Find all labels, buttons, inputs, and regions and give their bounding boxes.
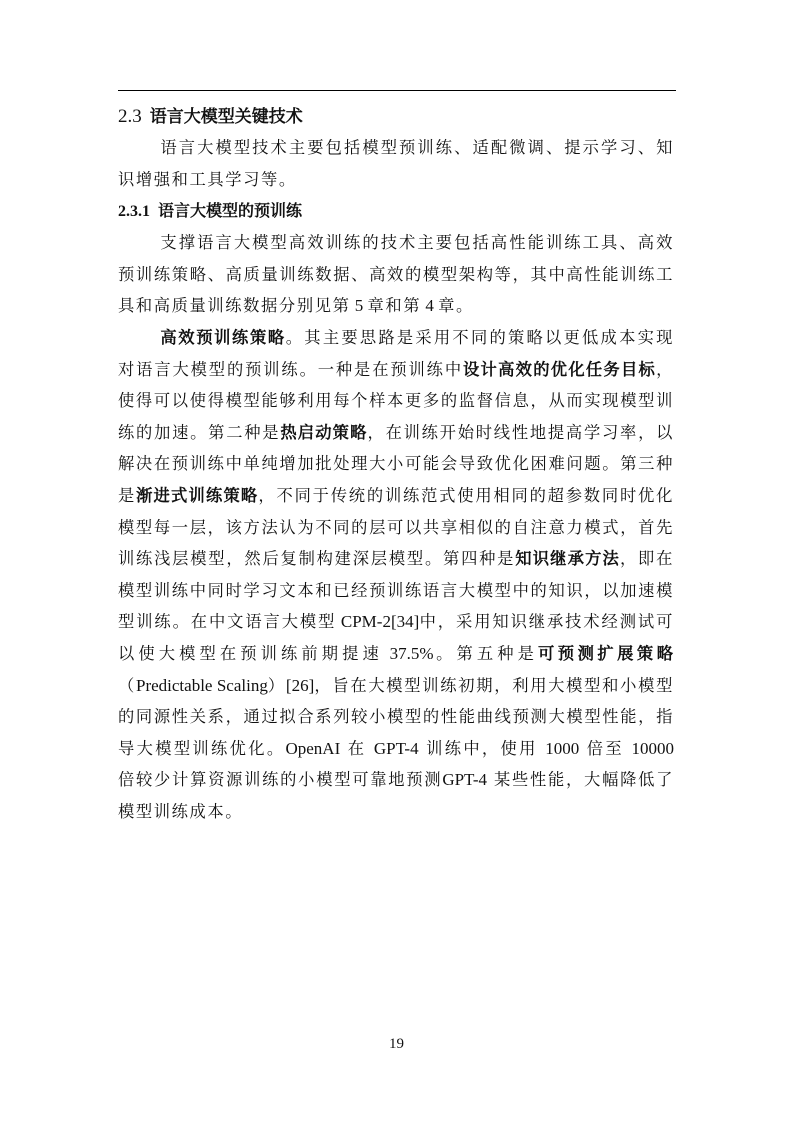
text-span: ，旨在大模型训练初期，利用大模型和小模型的同源性关系，通过拟合系列较小模型的性能曲线预测大模型性能，指导大模型训练优化。 <box>118 675 674 758</box>
text-span: 训练中，使用 <box>418 738 546 758</box>
text-span: 支撑语言大模型高效训练的技术主要包括高性能训练工具、高效预训练策略、高质量训练数据、高效的模型架构等，其中高性能训练工具和高质量训练数据分别见第 <box>118 233 674 316</box>
english-term: Predictable Scaling <box>136 675 268 695</box>
text-span: 章和第 <box>367 296 422 316</box>
bold-term: 热启动策略 <box>280 422 368 442</box>
section-number: 2.3 <box>118 106 142 127</box>
text-span: 章。 <box>438 296 474 316</box>
text-span: 。第五种是 <box>433 643 539 663</box>
page-content <box>118 102 674 827</box>
percentage: 37.5% <box>382 643 434 663</box>
bold-term: 高效预训练策略 <box>160 327 286 347</box>
subsection-number: 2.3.1 <box>118 203 150 221</box>
text-span: 。其主要思路是采用不同的策略以更低成本实现对语言大模型的预训练。一种是在预训练中 <box>118 327 674 379</box>
header-rule <box>118 90 676 91</box>
page-number: 19 <box>389 1036 404 1052</box>
section-heading <box>118 102 674 132</box>
bold-term: 设计高效的优化任务目标 <box>462 359 657 379</box>
bold-term: 知识继承方法 <box>515 549 620 569</box>
subsection-title: 语言大模型的预训练 <box>158 201 303 221</box>
bold-term: 渐进式训练策略 <box>136 485 259 505</box>
section-title: 语言大模型关键技术 <box>149 107 303 127</box>
number: 10000 <box>631 738 674 758</box>
english-term: GPT-4 <box>442 770 488 790</box>
text-span: 倍至 <box>579 738 632 758</box>
bold-term: 可预测扩展策略 <box>538 643 674 663</box>
text-span: ） <box>267 675 286 695</box>
text-span: 中，采用知识继承技术经测试可以使大模型在预训练前期提速 <box>118 612 675 663</box>
text-span: ，使得可以使得模型能够利用每个样本更多的监督信息，从而实现模型训练的加速。第二种是 <box>118 359 674 442</box>
text-span: ，不同于传统的训练范式使用相同的超参数同时优化模型每一层，该方法认为不同的层可以共享相似的自注意力模式，首先训练浅层模型，然后复制构建深层模型。第四种是 <box>118 485 674 569</box>
pretraining-strategy-paragraph <box>118 322 674 828</box>
section-intro-paragraph: 语言大模型技术主要包括模型预训练、适配微调、提示学习、知识增强和工具学习等。 <box>118 138 674 189</box>
chapter-ref: 5 <box>350 296 368 316</box>
english-term: OpenAI <box>285 738 341 758</box>
text-span: ，在训练开始时线性地提高学习率，以解决在预训练中单纯增加批处理大小可能会导致优化困难问题。第三种是 <box>118 422 674 505</box>
text-span: 倍较少计算资源训练的小模型可靠地预测 <box>118 770 443 790</box>
citation: [26] <box>285 675 315 695</box>
subsection-heading <box>118 195 674 227</box>
english-term: GPT-4 <box>373 738 419 758</box>
text-span: 在 <box>340 738 374 758</box>
text-span: 某些性能，大幅降低了模型训练成本。 <box>118 770 674 821</box>
text-span: ，即在模型训练中同时学习文本和已经预训练语言大模型中的知识，以加速模型训练。在中文语言大模型 <box>118 549 674 632</box>
training-tools-paragraph <box>118 227 674 322</box>
chapter-ref: 4 <box>421 296 439 316</box>
text-span: （ <box>118 675 136 695</box>
number: 1000 <box>545 738 580 758</box>
citation: CPM-2[34] <box>336 612 420 632</box>
